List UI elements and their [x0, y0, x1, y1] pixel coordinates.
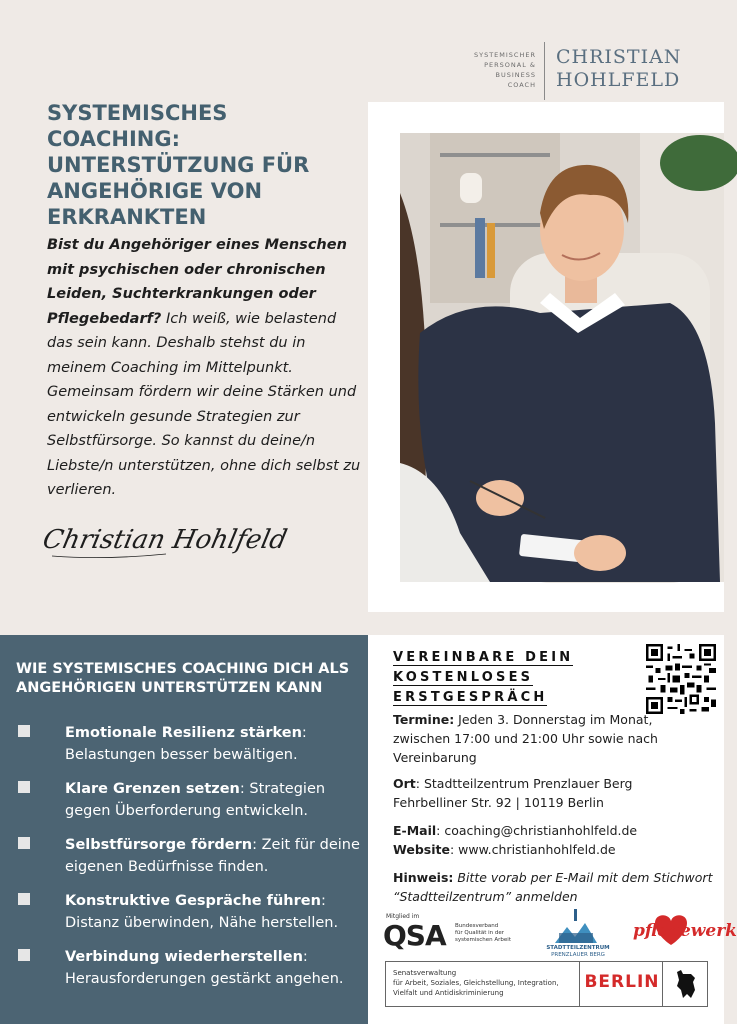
info-panel [368, 635, 737, 1024]
bullet-square-icon [18, 949, 30, 961]
cta-heading: VEREINBARE DEIN KOSTENLOSES ERSTGESPRÄCH [393, 650, 574, 705]
stadtteilzentrum-label: STADTTEILZENTRUM PRENZLAUER BERG [546, 945, 610, 958]
bullet-square-icon [18, 893, 30, 905]
intro-body: Ich weiß, wie belastend das sein kann. Deshalb stehst du in meinem Coaching im Mittelpunkt. Gemeinsam fördern wir deine Stärken und entwickeln gesunde Strategien zur Selbstfürsorge. So kannst du deine/n Liebste/n unterstützen, ohne dich selbst zu verlieren. [47, 310, 361, 498]
brand-name: CHRISTIAN HOHLFELD [556, 46, 682, 91]
hinweis-text: Hinweis: Bitte vorab per E-Mail mit dem Stichwort “Stadtteilzentrum” anmelden [393, 870, 713, 904]
berlin-bear-icon [669, 968, 703, 1000]
email-link[interactable]: : coaching@christianhohlfeld.de [436, 823, 638, 838]
page-title: SYSTEMISCHES COACHING: UNTERSTÜTZUNG FÜR ANGEHÖRIGE VON ERKRANKTEN [47, 101, 310, 229]
coach-photo-illustration [400, 133, 724, 582]
qsa-member-label: Mitglied im [386, 913, 420, 920]
qsa-logo: QSA [383, 919, 446, 952]
brand-divider [544, 42, 545, 100]
ort-text: Ort: Stadtteilzentrum Prenzlauer Berg Fehrbelliner Str. 92 | 10119 Berlin [393, 776, 633, 810]
website-link[interactable]: : www.christianhohlfeld.de [449, 842, 616, 857]
benefits-title: WIE SYSTEMISCHES COACHING DICH ALS ANGEHÖRIGEN UNTERSTÜTZEN KANN [16, 661, 350, 696]
pflegewerk-label: pflegewerk [633, 921, 737, 941]
intro-paragraph [47, 233, 363, 503]
brand-logo [470, 40, 690, 102]
termine-text: Termine: Jeden 3. Donnerstag im Monat, zwischen 17:00 und 21:00 Uhr sowie nach Vereinbarung [393, 712, 658, 765]
coach-photo [400, 133, 724, 582]
brand-tagline: SYSTEMISCHER PERSONAL & BUSINESS COACH [473, 51, 536, 89]
qr-code-icon[interactable] [646, 644, 716, 714]
qsa-description: Bundesverband für Qualität in der systemischen Arbeit [455, 923, 511, 943]
bullet-square-icon [18, 781, 30, 793]
signature-image [40, 508, 290, 568]
intro-question: Bist du Angehöriger eines Menschen mit psychischen oder chronischen Leiden, Suchterkrankungen oder Pflegebedarf? [47, 237, 347, 327]
partner-logos [383, 909, 737, 959]
contact-text: E-Mail: coaching@christianhohlfeld.de Website: www.christianhohlfeld.de [393, 823, 638, 857]
bullet-square-icon [18, 725, 30, 737]
senat-text: Senatsverwaltung für Arbeit, Soziales, Gleichstellung, Integration, Vielfalt und Antidiskriminierung [393, 969, 559, 997]
berlin-logo: BERLIN [579, 962, 663, 1006]
senat-logo [385, 961, 708, 1007]
benefits-panel: WIE SYSTEMISCHES COACHING DICH ALS ANGEHÖRIGEN UNTERSTÜTZEN KANN Emotionale Resilienz stärken: Belastungen besser bewältigen. Klare Grenzen setzen: Strategien gegen Überforderung entwickeln. Selbstfürsorge fördern: Zeit für deine eigenen Bedürfnisse finden. Konstruktive Gespräche führen: Distanz überwinden, Nähe herstellen. Verbindung wiederherstellen: Herausforderungen gestärkt angehen. [0, 635, 368, 1024]
bullet-square-icon [18, 837, 30, 849]
signature-text: Christian Hohlfeld [40, 525, 290, 555]
